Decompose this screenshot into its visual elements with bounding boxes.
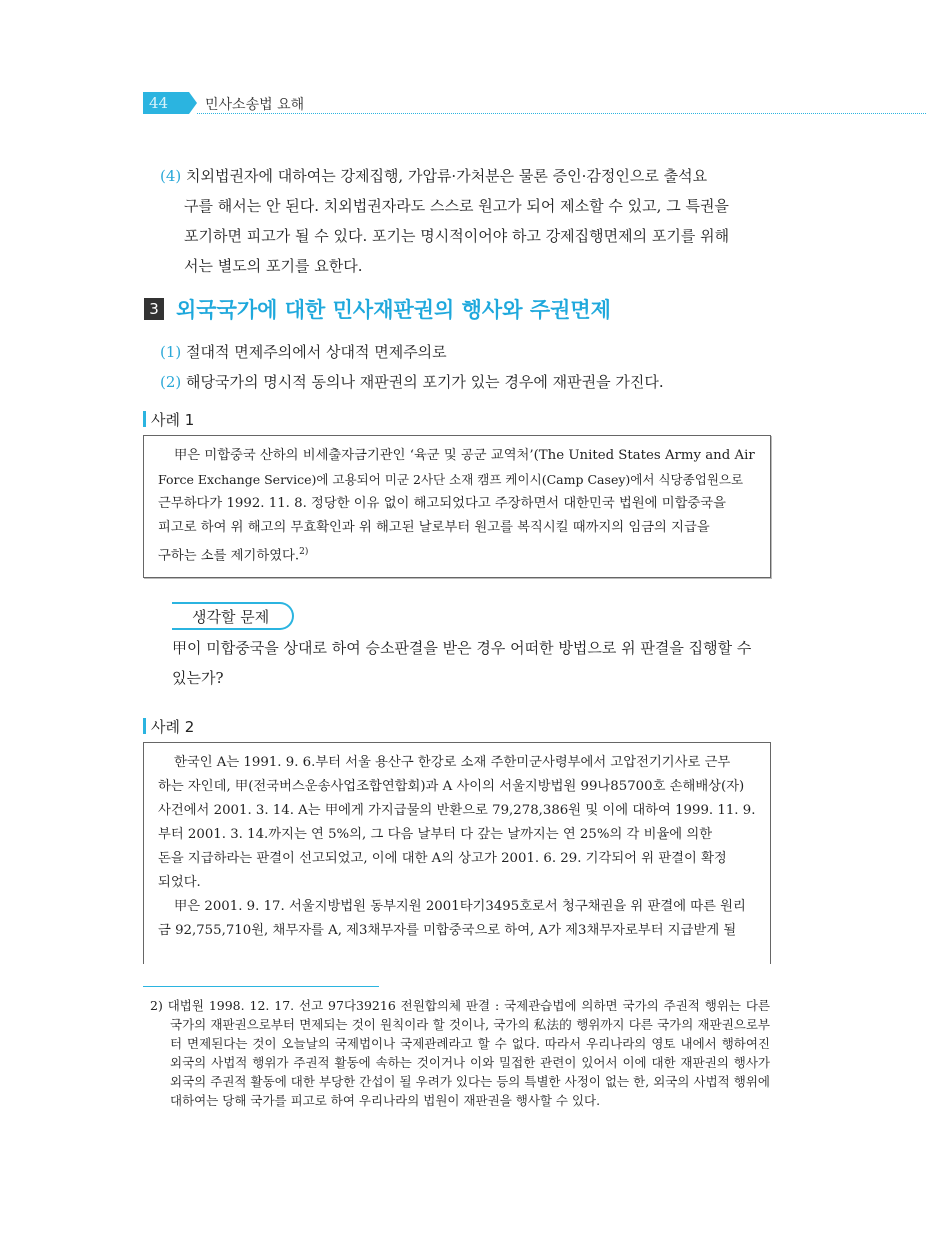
case-marker (143, 718, 146, 734)
case-line: 금 92,755,710원, 채무자를 A, 제3채무자를 미합중국으로 하여, A가 제3채무자로부터 지급받게 될 (158, 923, 737, 938)
think-label: 생각할 문제 (192, 608, 270, 626)
case-line: 하는 자인데, 甲(전국버스운송사업조합연합회)과 A 사이의 서울지방법원 99나85700호 손해배상(자) (158, 779, 745, 794)
section-number: 3 (144, 298, 164, 320)
item-text: 절대적 면제주의에서 상대적 면제주의로 (186, 343, 447, 361)
question-line: 있는가? (172, 669, 224, 687)
case-line: 구하는 소를 제기하였다. (158, 548, 300, 564)
case-line: 피고로 하여 위 해고의 무효확인과 위 해고된 날로부터 원고를 복직시킬 때까지의 임금의 지급을 (158, 520, 710, 535)
page-number-tab (143, 92, 189, 114)
item-number: (4) (160, 167, 182, 185)
paragraph-4 (160, 161, 772, 281)
case-line: 甲은 2001. 9. 17. 서울지방법원 동부지원 2001타기3495호로서 청구채권을 위 판결에 따른 원리 (174, 899, 746, 914)
footnote (150, 996, 770, 1110)
question-line: 甲이 미합중국을 상대로 하여 승소판결을 받은 경우 어떠한 방법으로 위 판결을 집행할 수 (172, 639, 752, 657)
case-2-label: 사례 2 (151, 718, 195, 736)
running-header (143, 92, 926, 116)
page-number: 44 (149, 94, 169, 112)
case-line: 사건에서 2001. 3. 14. A는 甲에게 가지급물의 반환으로 79,278,386원 및 이에 대하여 1999. 11. 9. (158, 803, 756, 818)
list-item (160, 367, 664, 397)
case-line: 한국인 A는 1991. 9. 6.부터 서울 용산구 한강로 소재 주한미군사령부에서 고압전기기사로 근무 (174, 755, 731, 770)
item-number: (2) (160, 373, 182, 391)
case-line: 되었다. (158, 875, 201, 890)
book-title: 민사소송법 요해 (205, 97, 305, 113)
paragraph-line: 치외법권자에 대하여는 강제집행, 가압류·가처분은 물론 증인·감정인으로 출석요 (186, 167, 708, 185)
footnote-text: 2) 대법원 1998. 12. 17. 선고 97다39216 전원합의체 판결 : 국제관습법에 의하면 국가의 주권적 행위는 다른 국가의 재판권으로부터 면제되는 것이 원칙이라 할 것이나, 국가의 私法的 행위까지 다른 국가의 재판권으로부터 면제된다는 것이 오늘날의 국제법이나 국제관례라고 할 수 없다. 따라서 우리나라의 영토 내에서 행하여진 외국의 사법적 행위가 주권적 활동에 속하는 것이거나 이와 밀접한 관련이 있어서 이에 대한 재판권의 행사가 외국의 주권적 활동에 대한 부당한 간섭이 될 우려가 있다는 등의 특별한 사정이 없는 한, 외국의 사법적 행위에 대하여는 당해 국가를 피고로 하여 우리나라의 법원이 재판권을 행사할 수 있다. (150, 998, 770, 1108)
think-question (172, 633, 772, 693)
section-title: 외국국가에 대한 민사재판권의 행사와 주권면제 (176, 298, 611, 322)
item-text: 해당국가의 명시적 동의나 재판권의 포기가 있는 경우에 재판권을 가진다. (186, 373, 664, 391)
footnote-ref[interactable]: 2) (299, 547, 309, 557)
case-marker (143, 411, 146, 427)
list-item (160, 337, 447, 367)
footnote-rule (143, 986, 379, 987)
paragraph-line: 서는 별도의 포기를 요한다. (184, 257, 363, 275)
case-line: Force Exchange Service)에 고용되어 미군 2사단 소재 캠프 케이시(Camp Casey)에서 식당종업원으로 (158, 472, 744, 487)
header-divider (197, 113, 926, 114)
paragraph-line: 구를 해서는 안 된다. 치외법권자라도 스스로 원고가 되어 제소할 수 있고, 그 특권을 (184, 197, 729, 215)
case-2-box (143, 742, 771, 964)
paragraph-line: 포기하면 피고가 될 수 있다. 포기는 명시적이어야 하고 강제집행면제의 포기를 위해 (184, 227, 730, 245)
case-line: 부터 2001. 3. 14.까지는 연 5%의, 그 다음 날부터 다 갚는 날까지는 연 25%의 각 비율에 의한 (158, 827, 713, 842)
item-number: (1) (160, 343, 182, 361)
case-line: 돈을 지급하라는 판결이 선고되었고, 이에 대한 A의 상고가 2001. 6. 29. 기각되어 위 판결이 확정 (158, 851, 727, 866)
case-1-box (143, 435, 771, 578)
case-line: 근무하다가 1992. 11. 8. 정당한 이유 없이 해고되었다고 주장하면서 대한민국 법원에 미합중국을 (158, 496, 726, 511)
case-line: 甲은 미합중국 산하의 비세출자금기관인 ‘육군 및 공군 교역처’(The United States Army and Air (174, 448, 755, 463)
case-1-label: 사례 1 (151, 411, 195, 429)
